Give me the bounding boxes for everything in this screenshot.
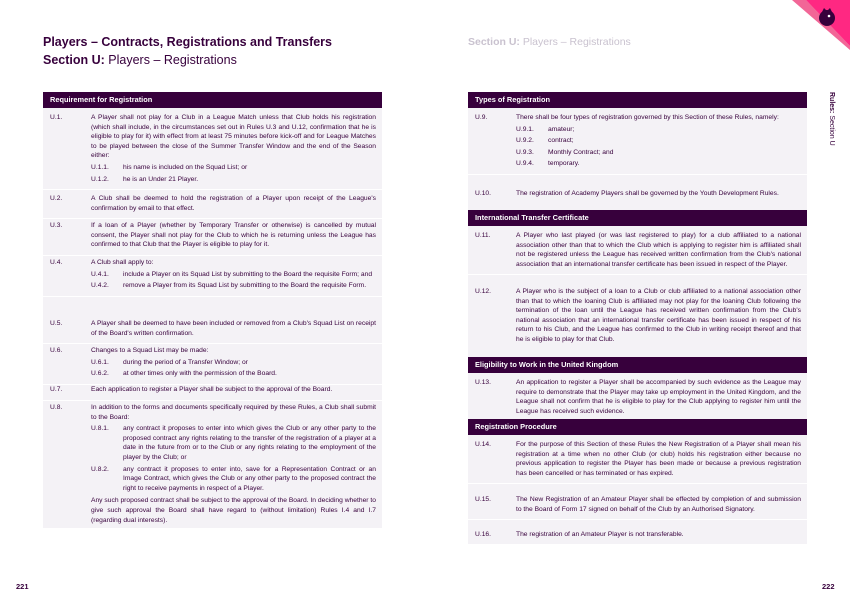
rule-number: U.13. xyxy=(475,379,491,386)
sub-rule-text: any contract it proposes to enter into which gives the Club or any other party to the proposed contract any rights relating to the transfer of the registration of a player at a date in the future from or to the Club or any rights relating to the employment of the player by the Club; or xyxy=(123,425,376,461)
work-eligibility-heading: Eligibility to Work in the United Kingdom xyxy=(468,357,807,373)
rule-u1 xyxy=(43,108,382,190)
section-label: Section U: xyxy=(43,53,105,67)
rule-u6 xyxy=(43,341,382,385)
sub-rule-text: at other times only with the permission of the Board. xyxy=(123,370,277,378)
sub-rule-number: U.9.1. xyxy=(516,125,534,133)
running-header-label: Section U: xyxy=(468,36,520,48)
rule-text: A Player who last played (or was last registered to play) for a club affiliated to a national association other than that to which the Club which is applying to register him is affiliated shall not be registered unless the League has received written confirmation from the Club's national association that an international transfer certificate has been issued in respect of the Player. xyxy=(516,232,801,268)
sub-rule xyxy=(91,369,376,379)
sub-rule xyxy=(91,270,376,280)
sub-rule-number: U.9.2. xyxy=(516,137,534,145)
rule-u14 xyxy=(468,435,807,484)
rule-u15 xyxy=(468,490,807,520)
sub-rule xyxy=(516,136,801,146)
rule-text: The registration of an Amateur Player is not transferable. xyxy=(516,531,684,538)
rule-number: U.12. xyxy=(475,288,491,295)
rule-u3 xyxy=(43,216,382,256)
sub-rule-number: U.4.2. xyxy=(91,282,109,290)
procedure-panel xyxy=(468,435,807,544)
rule-u10 xyxy=(468,184,807,204)
sub-rule xyxy=(91,163,376,173)
rule-text: A Club shall be deemed to hold the registration of a Player upon receipt of the League's confirmation by email to that effect. xyxy=(91,195,376,212)
rule-number: U.10. xyxy=(475,190,491,197)
rule-text-continued: Any such proposed contract shall be subject to the approval of the Board. In deciding whether to give such approval the Board shall have regard to (without limitation) Rules I.4 and I.7 (regarding dual interests). xyxy=(91,497,376,524)
sub-rule-text: his name is included on the Squad List; or xyxy=(123,163,248,171)
section-name: Players – Registrations xyxy=(104,53,237,67)
sub-rule-text: Monthly Contract; and xyxy=(548,148,614,156)
rule-number: U.14. xyxy=(475,441,491,448)
sub-rule xyxy=(91,424,376,462)
sub-rule-text: remove a Player from its Squad List by submitting to the Board the requisite Form. xyxy=(123,282,367,290)
premier-league-lion-icon xyxy=(770,0,850,50)
rule-number: U.16. xyxy=(475,531,491,538)
running-header xyxy=(468,36,631,48)
rule-number: U.6. xyxy=(50,347,63,354)
left-panel xyxy=(43,108,382,528)
rule-number: U.8. xyxy=(50,404,63,411)
itc-panel xyxy=(468,226,807,357)
title-text: Players – Contracts, Registrations and Transfers xyxy=(43,35,332,49)
rule-text: A Club shall apply to: xyxy=(91,259,154,266)
sub-rule xyxy=(516,159,801,169)
sub-rule xyxy=(91,358,376,368)
rule-text: A Player who is the subject of a loan to a Club or club affiliated to a national association other than that to which the loaning Club is affiliated may not play for the loaning Club following the termination of the loan until the League has received written confirmation from the Club's national association that an international transfer certificate has been issued in respect of his return to his Club, and the League has confirmed to the Club in writing receipt thereof and that he is eligible to play for that Club. xyxy=(516,288,801,343)
rule-text: Changes to a Squad List may be made: xyxy=(91,347,209,354)
types-panel xyxy=(468,108,807,210)
rule-u12 xyxy=(468,282,807,350)
sub-rule-text: any contract it proposes to enter into, save for a Representation Contract or an Image Contract, which gives the Club or any other party to the proposed contract the right to receive payments in respect of a Player. xyxy=(123,465,376,492)
sub-rule-number: U.6.1. xyxy=(91,358,109,366)
side-section-label xyxy=(821,92,835,152)
rule-u13 xyxy=(468,373,807,421)
page-title xyxy=(43,35,332,49)
rule-u2 xyxy=(43,189,382,219)
section-title xyxy=(43,53,237,67)
sub-rule-number: U.1.2. xyxy=(91,175,109,183)
itc-heading: International Transfer Certificate xyxy=(468,210,807,226)
sub-rule-text: include a Player on its Squad List by submitting to the Board the requisite Form; and xyxy=(123,270,373,278)
side-label-light: Section U xyxy=(828,113,835,146)
rule-number: U.9. xyxy=(475,114,488,121)
sub-rule xyxy=(516,125,801,135)
types-heading: Types of Registration xyxy=(468,92,807,108)
work-eligibility-panel xyxy=(468,373,807,419)
sub-rule xyxy=(91,175,376,185)
rule-u16 xyxy=(468,525,807,545)
rule-u11 xyxy=(468,226,807,275)
sub-rule-number: U.9.3. xyxy=(516,148,534,156)
rule-number: U.4. xyxy=(50,259,63,266)
rule-text: The New Registration of an Amateur Player shall be effected by completion of and submission to the Board of Form 17 signed on behalf of the Club by an Authorised Signatory. xyxy=(516,496,801,513)
sub-rule-number: U.6.2. xyxy=(91,370,109,378)
rule-text: A Player shall not play for a Club in a League Match unless that Club holds his registration (which shall include, in the circumstances set out in Rules U.3 and U.12, confirmation that he is eligible to play for it) with effect from at least 75 minutes before kick-off and for League Matches to be played between the close of the Summer Transfer Window and the end of the Season either: xyxy=(91,114,376,160)
sub-rule-number: U.4.1. xyxy=(91,270,109,278)
rule-u4 xyxy=(43,253,382,297)
rule-text: An application to register a Player shall be accompanied by such evidence as the League may require to demonstrate that the Player may take up employment in the United Kingdom, and the League shall not confirm that he is eligible to play for the Club applying to register him until the League has received such evidence. xyxy=(516,379,801,415)
sub-rule xyxy=(516,148,801,158)
rule-number: U.7. xyxy=(50,386,63,393)
rule-u8 xyxy=(43,398,382,530)
sub-rule-text: contract; xyxy=(548,137,574,145)
rule-text: A Player shall be deemed to have been included or removed from a Club's Squad List on receipt of the Board's written confirmation. xyxy=(91,320,376,337)
sub-rule-text: amateur; xyxy=(548,125,575,133)
page-number-left: 221 xyxy=(16,582,29,591)
procedure-heading: Registration Procedure xyxy=(468,419,807,435)
sub-rule-number: U.8.2. xyxy=(91,465,109,473)
sub-rule xyxy=(91,465,376,494)
rule-text: There shall be four types of registration governed by this Section of these Rules, namely: xyxy=(516,114,779,121)
rule-number: U.3. xyxy=(50,222,63,229)
rule-number: U.5. xyxy=(50,320,63,327)
rule-text: In addition to the forms and documents specifically required by these Rules, a Club shall submit to the Board: xyxy=(91,404,376,421)
rule-u9 xyxy=(468,108,807,175)
sub-rule-number: U.1.1. xyxy=(91,163,109,171)
rule-number: U.11. xyxy=(475,232,491,239)
running-header-name: Players – Registrations xyxy=(519,36,631,48)
sub-rule-text: he is an Under 21 Player. xyxy=(123,175,199,183)
rule-text: For the purpose of this Section of these Rules the New Registration of a Player shall mean his registration at a time when no other Club (or club) holds his registration either because no previous application to register the Player has been made or because a previous registration has been cancelled or has terminated or has expired. xyxy=(516,441,801,477)
rule-text: The registration of Academy Players shall be governed by the Youth Development Rules. xyxy=(516,190,779,197)
rule-number: U.15. xyxy=(475,496,491,503)
sub-rule-text: during the period of a Transfer Window; or xyxy=(123,358,248,366)
sub-rule xyxy=(91,281,376,291)
rule-text: Each application to register a Player shall be subject to the approval of the Board. xyxy=(91,386,333,393)
rule-number: U.2. xyxy=(50,195,63,202)
page-number-right: 222 xyxy=(822,582,835,591)
sub-rule-number: U.8.1. xyxy=(91,425,109,433)
rule-number: U.1. xyxy=(50,114,63,121)
rule-text: If a loan of a Player (whether by Temporary Transfer or otherwise) is cancelled by mutual consent, the Player shall not play for the Club to which he is returning unless the League has confirmed to that Club that the Player is eligible to play for it. xyxy=(91,222,376,249)
sub-rule-number: U.9.4. xyxy=(516,160,534,168)
sub-rule-text: temporary. xyxy=(548,160,580,168)
side-label-bold: Rules: xyxy=(828,92,835,114)
requirement-heading: Requirement for Registration xyxy=(43,92,382,108)
rule-u5 xyxy=(43,314,382,344)
